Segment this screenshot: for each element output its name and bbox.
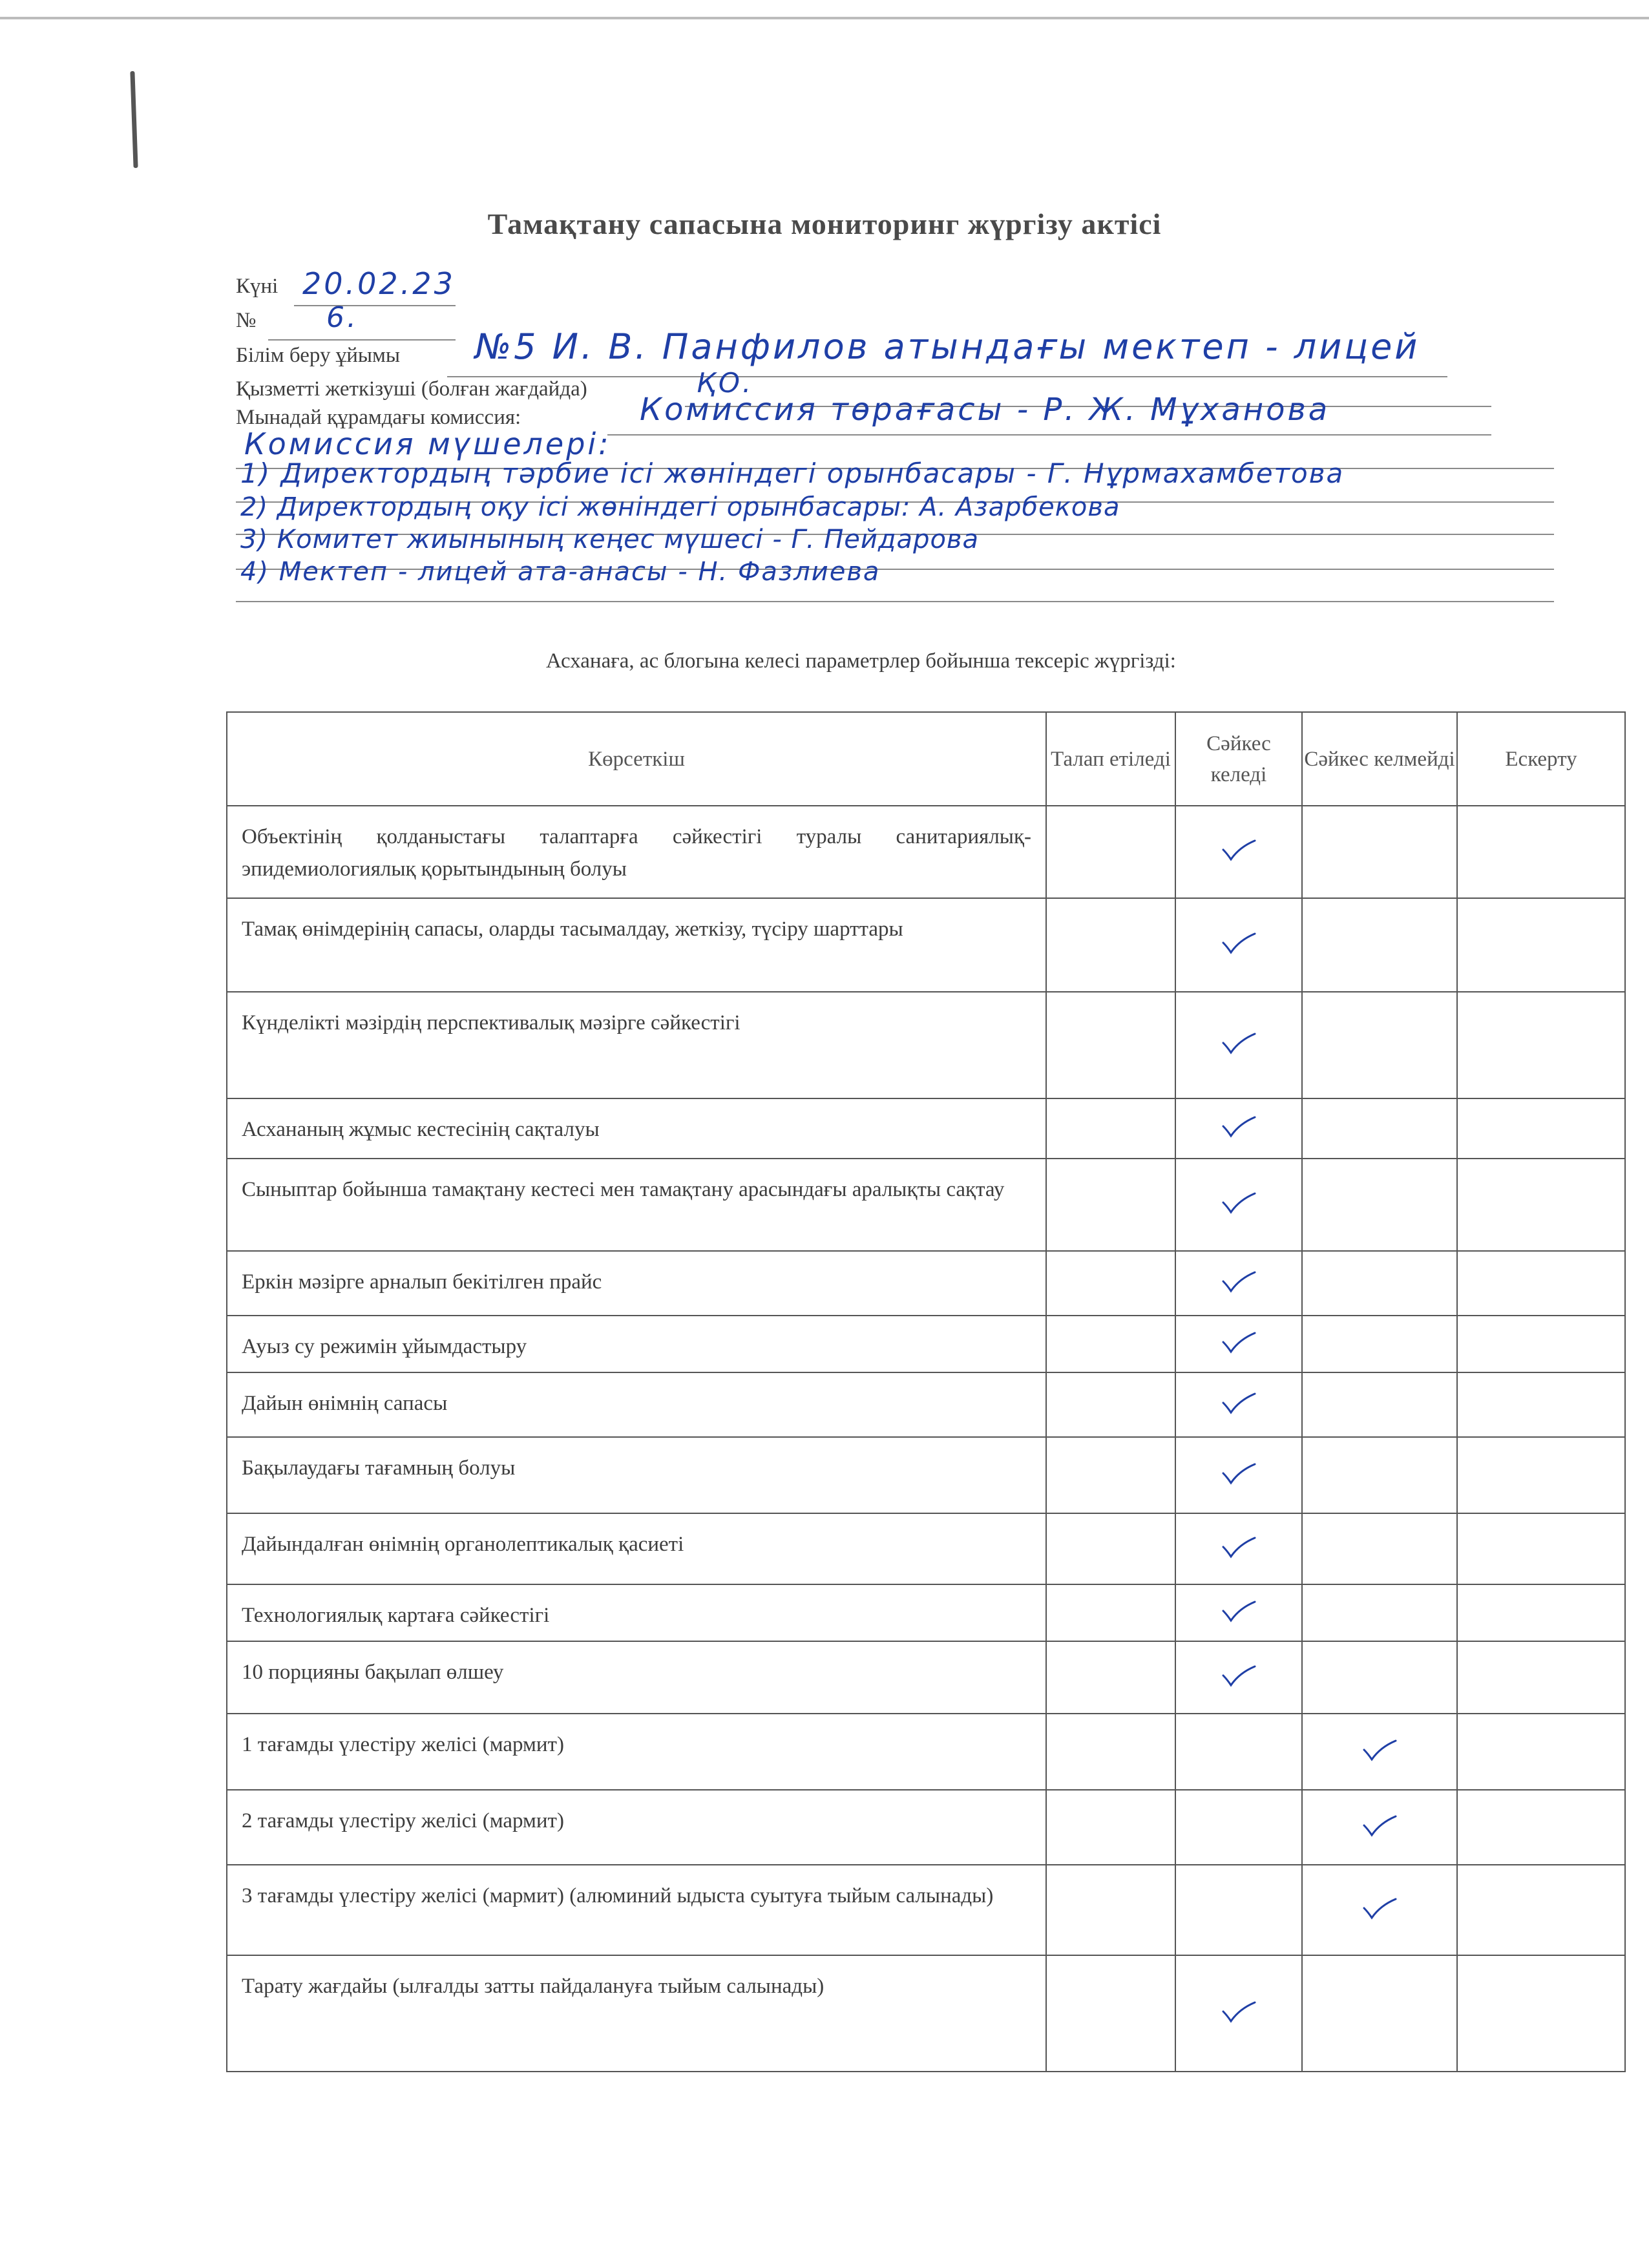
noncompliant-cell [1302, 1159, 1457, 1251]
checkmark-icon [1221, 1463, 1256, 1485]
required-cell [1046, 1865, 1175, 1955]
note-cell [1457, 898, 1625, 992]
number-label: № [236, 309, 257, 332]
compliant-cell [1175, 806, 1302, 898]
compliant-cell [1175, 1714, 1302, 1790]
note-cell [1457, 1513, 1625, 1584]
indicator-cell: Сыныптар бойынша тамақтану кестесі мен тамақтану арасындағы аралықты сақтау [227, 1159, 1046, 1251]
members-underline-4 [236, 601, 1554, 602]
org-label: Білім беру ұйымы [236, 344, 401, 367]
checkmark-icon [1362, 1739, 1397, 1761]
required-cell [1046, 1098, 1175, 1159]
note-cell [1457, 1865, 1625, 1955]
required-cell [1046, 898, 1175, 992]
compliant-cell [1175, 898, 1302, 992]
org-underline [447, 376, 1447, 377]
noncompliant-cell [1302, 1251, 1457, 1316]
indicator-cell: Бақылаудағы тағамның болуы [227, 1437, 1046, 1513]
compliant-cell [1175, 1790, 1302, 1865]
supplier-value: ҚО. [697, 367, 754, 399]
note-cell [1457, 992, 1625, 1098]
check-intro-text: Асханаға, ас блогына келесі параметрлер бойынша тексеріс жүргізді: [546, 649, 1176, 673]
required-cell [1046, 1316, 1175, 1372]
checkmark-icon [1221, 1601, 1256, 1622]
table-row [227, 1372, 1625, 1437]
checkmark-icon [1362, 1815, 1397, 1837]
noncompliant-cell [1302, 1641, 1457, 1714]
document-title: Тамақтану сапасына мониторинг жүргізу актісі [487, 207, 1162, 240]
note-cell [1457, 806, 1625, 898]
header-compliant: Сәйкес келеді [1175, 712, 1302, 806]
checkmark-icon [1221, 1033, 1256, 1055]
noncompliant-cell [1302, 1714, 1457, 1790]
table-row [227, 1513, 1625, 1584]
note-cell [1457, 1372, 1625, 1437]
noncompliant-cell [1302, 992, 1457, 1098]
date-value: 20.02.23 [302, 266, 456, 301]
note-cell [1457, 1251, 1625, 1316]
indicator-cell: Тарату жағдайы (ылғалды затты пайдалануға тыйым салынады) [227, 1955, 1046, 2072]
commission-label: Мынадай құрамдағы комиссия: [236, 406, 521, 429]
checkmark-icon [1362, 1898, 1397, 1920]
checkmark-icon [1221, 1116, 1256, 1138]
member-1: 1) Директордың тәрбие ісі жөніндегі орынбасары - Г. Нұрмахамбетова [240, 457, 1345, 489]
required-cell [1046, 1584, 1175, 1641]
table-row [227, 1641, 1625, 1714]
compliant-cell [1175, 1437, 1302, 1513]
noncompliant-cell [1302, 1865, 1457, 1955]
compliant-cell [1175, 1584, 1302, 1641]
noncompliant-cell [1302, 898, 1457, 992]
table-row [227, 1251, 1625, 1316]
header-indicator: Көрсеткіш [227, 712, 1046, 806]
indicator-cell: Асхананың жұмыс кестесінің сақталуы [227, 1098, 1046, 1159]
indicator-cell: Дайындалған өнімнің органолептикалық қасиеті [227, 1513, 1046, 1584]
required-cell [1046, 1714, 1175, 1790]
note-cell [1457, 1714, 1625, 1790]
monitoring-table [226, 711, 1626, 2072]
commission-value: Комиссия төрағасы - Р. Ж. Мұханова [640, 392, 1330, 428]
table-row [227, 1437, 1625, 1513]
noncompliant-cell [1302, 1790, 1457, 1865]
table-row [227, 1098, 1625, 1159]
indicator-cell: 10 порцияны бақылап өлшеу [227, 1641, 1046, 1714]
note-cell [1457, 1316, 1625, 1372]
checkmark-icon [1221, 1271, 1256, 1293]
compliant-cell [1175, 1316, 1302, 1372]
table-row [227, 1790, 1625, 1865]
date-underline [294, 305, 456, 306]
table-row [227, 1865, 1625, 1955]
members-heading: Комиссия мүшелері: [244, 426, 611, 461]
commission-underline [607, 434, 1491, 436]
table-header-row [227, 712, 1625, 806]
indicator-cell: Объектінің қолданыстағы талаптарға сәйкестігі туралы санитариялық-эпидемиологиялық қорытындының болуы [227, 806, 1046, 898]
compliant-cell [1175, 1641, 1302, 1714]
table-row [227, 1316, 1625, 1372]
required-cell [1046, 1251, 1175, 1316]
compliant-cell [1175, 1251, 1302, 1316]
indicator-cell: Ауыз су режимін ұйымдастыру [227, 1316, 1046, 1372]
noncompliant-cell [1302, 806, 1457, 898]
required-cell [1046, 1159, 1175, 1251]
noncompliant-cell [1302, 1437, 1457, 1513]
indicator-cell: Дайын өнімнің сапасы [227, 1372, 1046, 1437]
compliant-cell [1175, 1098, 1302, 1159]
checkmark-icon [1221, 1665, 1256, 1687]
number-underline [268, 339, 456, 341]
compliant-cell [1175, 1955, 1302, 2072]
indicator-cell: 3 тағамды үлестіру желісі (мармит) (алюминий ыдыста суытуға тыйым салынады) [227, 1865, 1046, 1955]
compliant-cell [1175, 1372, 1302, 1437]
table-row [227, 1955, 1625, 2072]
note-cell [1457, 1159, 1625, 1251]
table-row [227, 806, 1625, 898]
checkmark-icon [1221, 1392, 1256, 1414]
checkmark-icon [1221, 1537, 1256, 1559]
indicator-cell: Күнделікті мәзірдің перспективалық мәзірге сәйкестігі [227, 992, 1046, 1098]
table-row [227, 1584, 1625, 1641]
member-3: 3) Комитет жиынының кеңес мүшесі - Г. Пейдарова [240, 525, 980, 554]
note-cell [1457, 1641, 1625, 1714]
required-cell [1046, 1790, 1175, 1865]
margin-pen-mark [130, 71, 138, 168]
table-row [227, 1159, 1625, 1251]
date-label: Күні [236, 275, 278, 298]
required-cell [1046, 1641, 1175, 1714]
noncompliant-cell [1302, 1098, 1457, 1159]
checkmark-icon [1221, 1332, 1256, 1354]
indicator-cell: Технологиялық картаға сәйкестігі [227, 1584, 1046, 1641]
org-value: №5 И. В. Панфилов атындағы мектеп - лицей [475, 326, 1420, 367]
noncompliant-cell [1302, 1513, 1457, 1584]
checkmark-icon [1221, 839, 1256, 861]
required-cell [1046, 992, 1175, 1098]
noncompliant-cell [1302, 1372, 1457, 1437]
compliant-cell [1175, 1865, 1302, 1955]
checkmark-icon [1221, 932, 1256, 954]
required-cell [1046, 806, 1175, 898]
noncompliant-cell [1302, 1316, 1457, 1372]
compliant-cell [1175, 1513, 1302, 1584]
scan-top-edge [0, 17, 1649, 19]
number-value: 6. [326, 301, 359, 334]
table-row [227, 992, 1625, 1098]
compliant-cell [1175, 992, 1302, 1098]
note-cell [1457, 1098, 1625, 1159]
checkmark-icon [1221, 1192, 1256, 1214]
header-noncompliant: Сәйкес келмейді [1302, 712, 1457, 806]
member-2: 2) Директордың оқу ісі жөніндегі орынбасары: А. Азарбекова [240, 492, 1120, 522]
note-cell [1457, 1955, 1625, 2072]
required-cell [1046, 1513, 1175, 1584]
supplier-label: Қызметті жеткізуші (болған жағдайда) [236, 377, 587, 401]
noncompliant-cell [1302, 1584, 1457, 1641]
table-row [227, 1714, 1625, 1790]
table-row [227, 898, 1625, 992]
required-cell [1046, 1372, 1175, 1437]
indicator-cell: 1 тағамды үлестіру желісі (мармит) [227, 1714, 1046, 1790]
member-4: 4) Мектеп - лицей ата-анасы - Н. Фазлиева [240, 557, 881, 587]
header-note: Ескерту [1457, 712, 1625, 806]
required-cell [1046, 1955, 1175, 2072]
note-cell [1457, 1584, 1625, 1641]
header-required: Талап етіледі [1046, 712, 1175, 806]
table-body [227, 806, 1625, 2072]
indicator-cell: Тамақ өнімдерінің сапасы, оларды тасымалдау, жеткізу, түсіру шарттары [227, 898, 1046, 992]
note-cell [1457, 1437, 1625, 1513]
noncompliant-cell [1302, 1955, 1457, 2072]
compliant-cell [1175, 1159, 1302, 1251]
note-cell [1457, 1790, 1625, 1865]
checkmark-icon [1221, 2001, 1256, 2023]
required-cell [1046, 1437, 1175, 1513]
indicator-cell: 2 тағамды үлестіру желісі (мармит) [227, 1790, 1046, 1865]
indicator-cell: Еркін мәзірге арналып бекітілген прайс [227, 1251, 1046, 1316]
